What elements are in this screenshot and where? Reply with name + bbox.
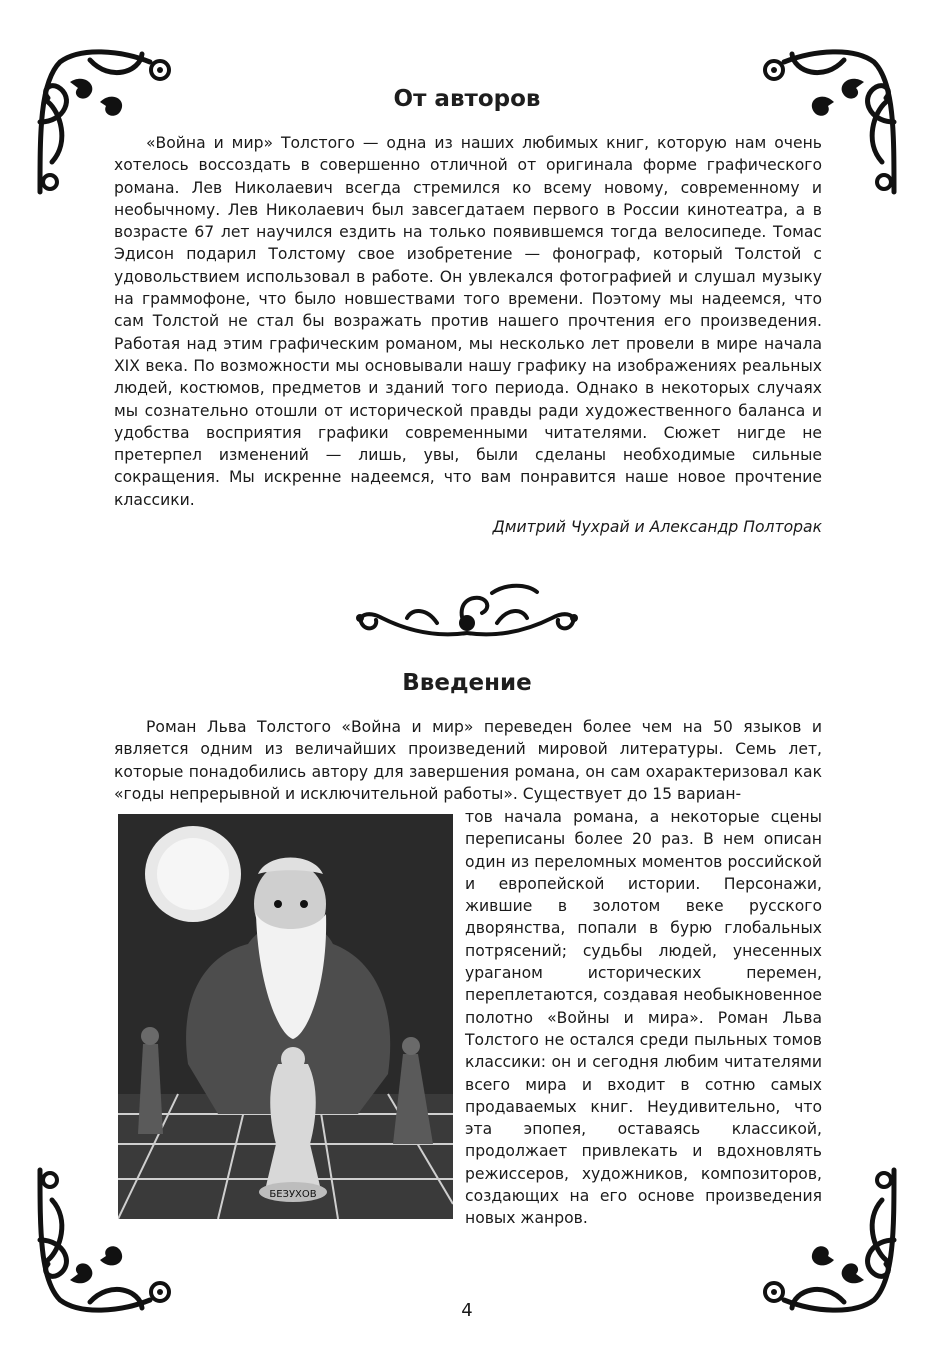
scroll-ornament-icon bbox=[342, 578, 592, 648]
intro-paragraph-top bbox=[114, 716, 822, 805]
authors-signature: Дмитрий Чухрай и Александр Полторак bbox=[492, 518, 822, 536]
tolstoy-chessboard-drawing bbox=[118, 814, 453, 1219]
page-number: 4 bbox=[461, 1300, 473, 1321]
section-title-authors: От авторов bbox=[393, 86, 541, 112]
intro-body-side-text: тов начала романа, а некоторые сцены переписаны более 20 раз. В нем описан один из переломных моментов российской и европейской истории. Персонажи, жившие в золотом веке русского дворянства, попали в бурю глобальных потрясений; судьбы людей, унесенных ураганом исторических перемен, переплетаются, создавая необыкновенное полотно «Войны и мира». Роман Льва Толстого не остался среди пыльных томов классики: он и сегодня любим читателями всего мира и входит в сотню самых продаваемых книг. Неудивительно, что эта эпопея, оставаясь классикой, продолжает привлекать и вдохновлять режиссеров, художников, композиторов, создающих на его основе произведения новых жанров. bbox=[465, 808, 822, 1228]
intro-body-top-text: Роман Льва Толстого «Война и мир» переведен более чем на 50 языков и является одним из величайших произведений мировой литературы. Семь лет, которые понадобились автору для завершения романа, он сам охарактеризовал как «годы непрерывной и исключительной работы». Существует до 15 вариан- bbox=[114, 718, 822, 803]
section-title-introduction: Введение bbox=[402, 670, 532, 696]
intro-paragraph-side bbox=[465, 806, 822, 1230]
section-divider-ornament bbox=[342, 578, 592, 648]
tolstoy-illustration bbox=[118, 814, 453, 1219]
figure-label: БЕЗУХОВ bbox=[269, 1189, 317, 1200]
authors-paragraph bbox=[114, 132, 822, 511]
authors-body-text: «Война и мир» Толстого — одна из наших любимых книг, которую нам очень хотелось воссоздать в совершенно отличной от оригинала форме графического романа. Лев Николаевич всегда стремился ко всему новому, современному и необычному. Лев Николаевич был завсегдатаем первого в России кинотеатра, а в возрасте 67 лет научился ездить на только появившемся тогда велосипеде. Томас Эдисон подарил Толстому свое изобретение — фонограф, который Толстой с удовольствием использовал в работе. Он увлекался фотографией и слушал музыку на граммофоне, что было новшествами того времени. Поэтому мы надеемся, что сам Толстой не стал бы возражать против нашего прочтения его произведения. Работая над этим графическим романом, мы несколько лет провели в мире начала XIX века. По возможности мы основывали нашу графику на изображениях реальных людей, костюмов, предметов и зданий того периода. Однако в некоторых случаях мы сознательно отошли от исторической правды ради художественного баланса и удобства восприятия графики современными читателями. Сюжет нигде не претерпел изменений — лишь, увы, были сделаны необходимые сильные сокращения. Мы искренне надеемся, что вам понравится наше новое прочтение классики. bbox=[114, 134, 822, 509]
